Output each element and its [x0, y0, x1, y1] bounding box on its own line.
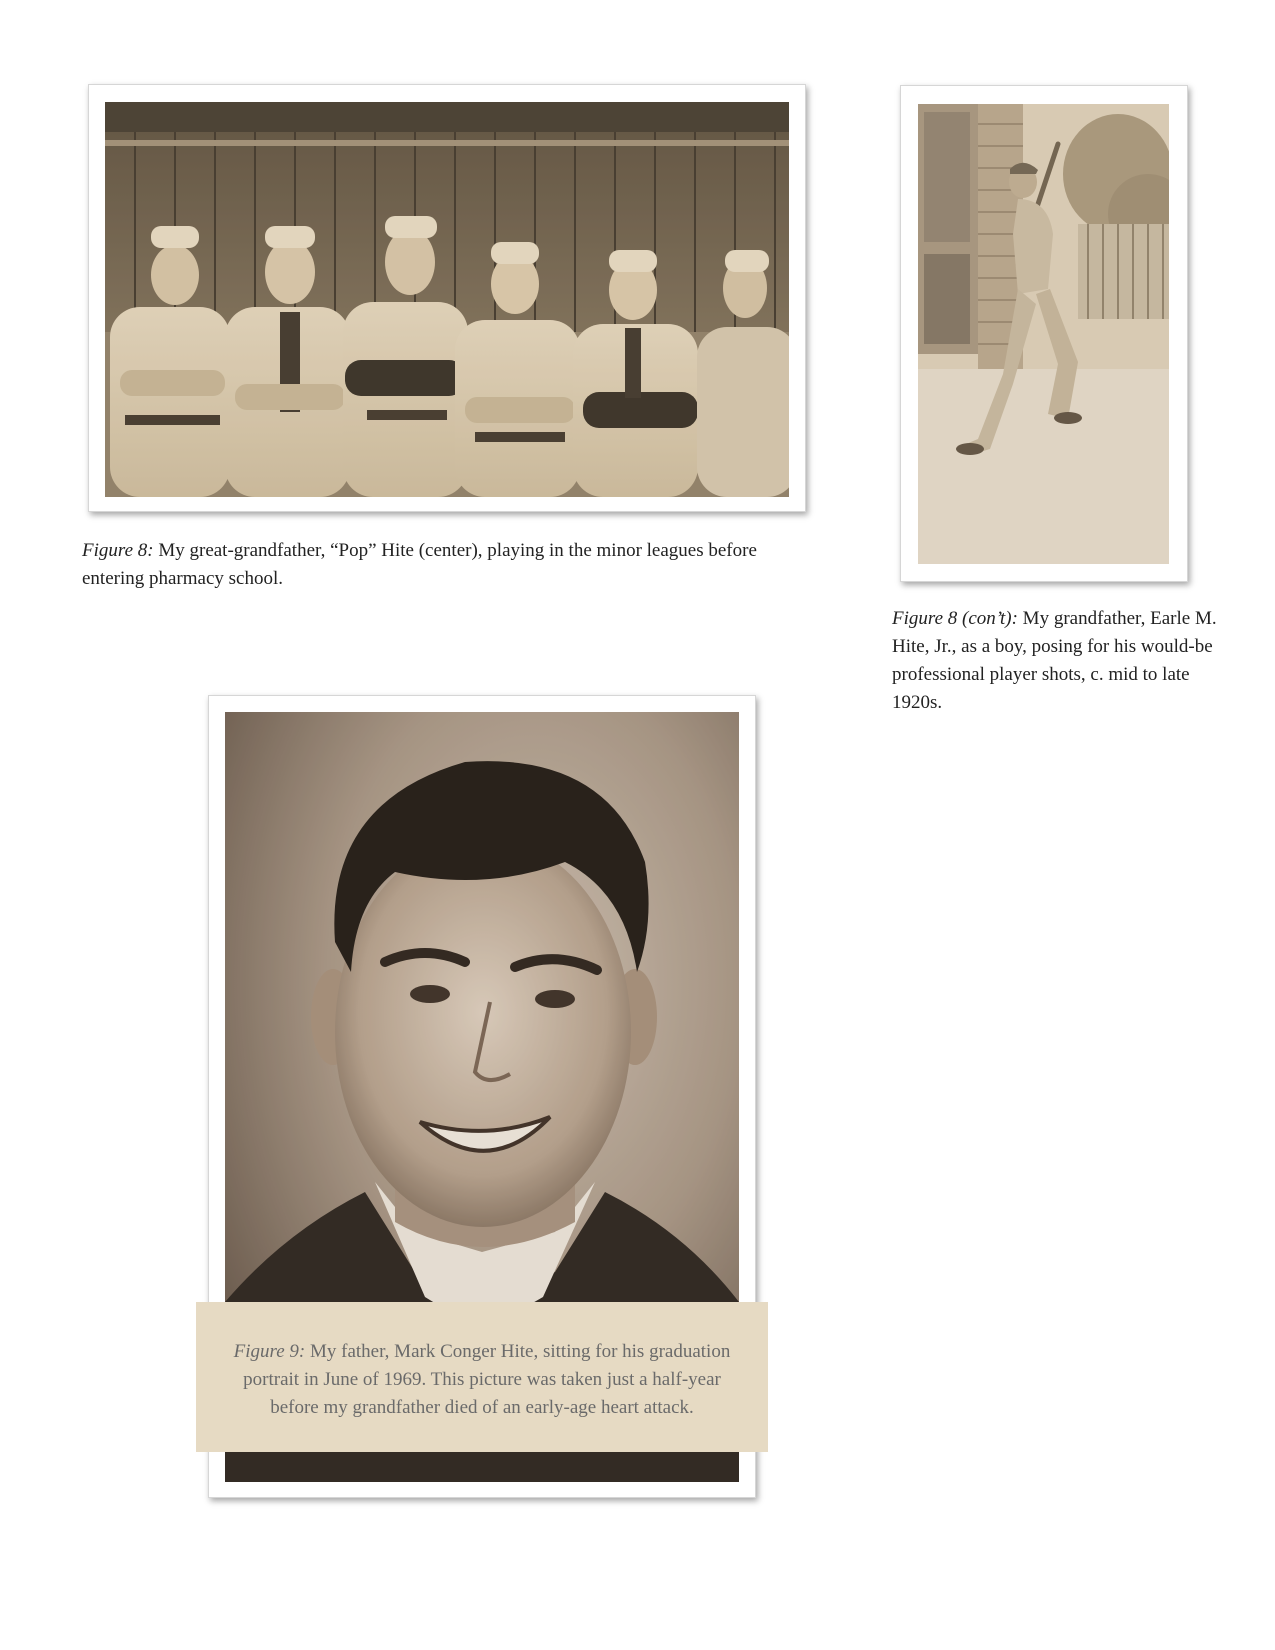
figure8b-photo-frame — [900, 85, 1188, 582]
figure8-caption — [82, 537, 802, 593]
figure8-team-photo — [105, 102, 789, 497]
batter-photo-illustration — [918, 104, 1169, 564]
team-photo-illustration — [105, 102, 789, 497]
figure8-caption-label: Figure 8: — [82, 540, 154, 561]
figure8-caption-text: My great-grandfather, “Pop” Hite (center), playing in the minor leagues before entering pharmacy school. — [82, 540, 757, 589]
figure8-photo-frame — [88, 84, 806, 512]
figure8b-caption — [892, 605, 1217, 717]
figure9-caption-box — [196, 1302, 768, 1452]
figure9-caption-text: My father, Mark Conger Hite, sitting for his graduation portrait in June of 1969. This picture was taken just a half-year before my grandfather died of an early-age heart attack. — [243, 1341, 731, 1418]
figure8b-batter-photo — [918, 104, 1169, 564]
figure8b-caption-label: Figure 8 (con’t): — [892, 608, 1018, 629]
figure8b-caption-text: My grandfather, Earle M. Hite, Jr., as a boy, posing for his would-be professional player shots, c. mid to late 1920s. — [892, 608, 1217, 713]
figure9-caption-label: Figure 9: — [233, 1341, 306, 1362]
